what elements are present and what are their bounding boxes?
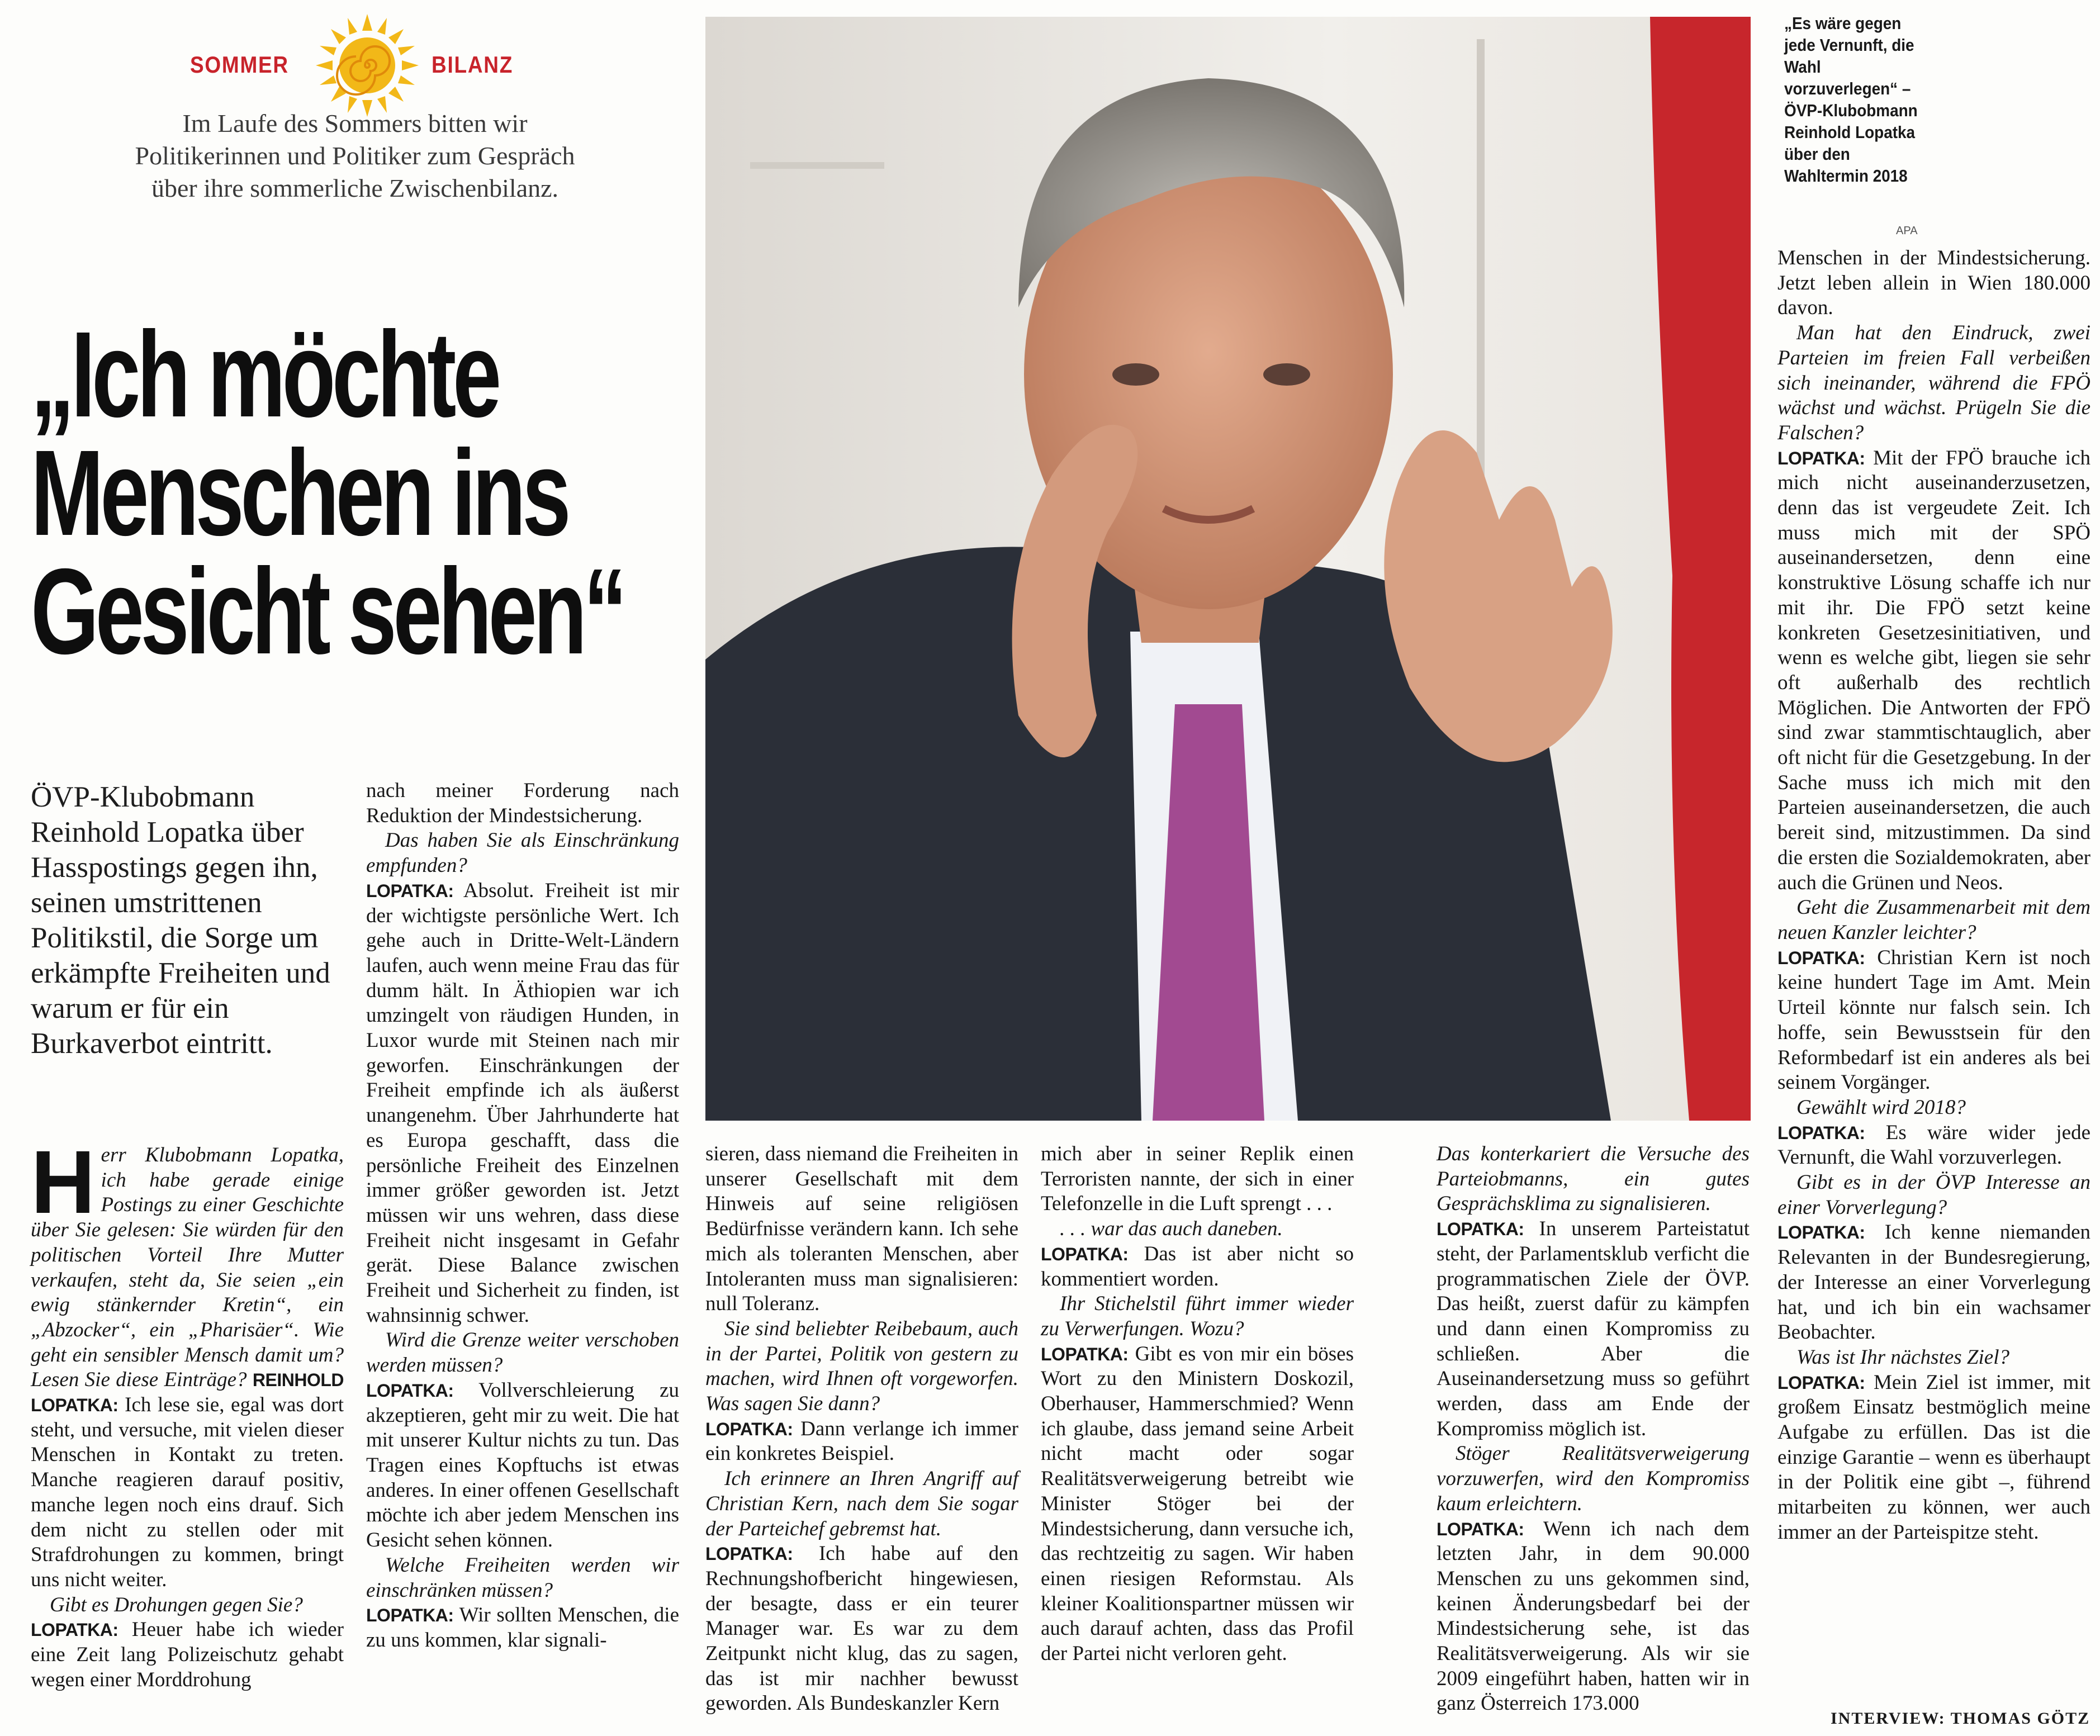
answer: Vollverschleierung zu akzeptieren, geht mir zu weit. Die hat mit unserer Kultur nichts zu tun. Das Tragen eines Kopftuchs ist etwas anderes. In einer offenen Gesellschaft möchte ich aber jedem Menschen ins Gesicht sehen können. bbox=[366, 1378, 679, 1552]
speaker-label: LOPATKA: bbox=[1777, 1222, 1865, 1243]
speaker-label: REINHOLD LOPATKA: bbox=[31, 1370, 344, 1416]
photo-caption: „Es wäre gegen jede Vernunft, die Wahl vorzuverlegen“ – ÖVP-Klubobmann Reinhold Lopatka über den Wahltermin 2018 bbox=[1784, 13, 1918, 186]
rubric-left-label: SOMMER bbox=[190, 51, 289, 78]
answer: Menschen in der Mindestsicherung. Jetzt leben allein in Wien 180.000 davon. bbox=[1777, 246, 2090, 320]
speaker-label: LOPATKA: bbox=[1437, 1219, 1524, 1240]
headline bbox=[31, 307, 624, 680]
speaker-label: LOPATKA: bbox=[1437, 1519, 1524, 1539]
question: Gibt es in der ÖVP Interesse an einer Vorverlegung? bbox=[1777, 1171, 2090, 1219]
answer: Christian Kern ist noch keine hundert Tage im Amt. Mein Urteil könnte nur falsch sein. Ich hoffe, sein Bewusstsein für den Reformbedarf ist ein anderes als bei seinem Vorgänger. bbox=[1777, 946, 2090, 1094]
rubric-intro: Im Laufe des Sommers bitten wir Politikerinnen und Politiker zum Gespräch über ihre sommerliche Zwischenbilanz. bbox=[135, 109, 575, 202]
answer: Es wäre wider jede Vernunft, die Wahl vorzuverlegen. bbox=[1777, 1121, 2090, 1169]
speaker-label: LOPATKA: bbox=[366, 880, 454, 901]
question: Gewählt wird 2018? bbox=[1796, 1095, 1966, 1119]
article-column-6 bbox=[1777, 246, 2090, 1545]
speaker-label: LOPATKA: bbox=[1777, 947, 1865, 968]
speaker-label: LOPATKA: bbox=[1777, 1372, 1865, 1393]
rubric-right-label: BILANZ bbox=[432, 51, 514, 78]
answer: nach meiner Forderung nach Reduktion der Mindestsicherung. bbox=[366, 779, 679, 827]
speaker-label: LOPATKA: bbox=[366, 1605, 454, 1626]
answer: In unserem Parteistatut steht, der Parlamentsklub verficht die programmatischen Ziele der ÖVP. Das heißt, zuerst dafür zu kämpfen und dann einen Kompromiss zu schließen. Aber die Auseinandersetzung muss so geführt werden, dass am Ende der Kompromiss möglich ist. bbox=[1437, 1217, 1750, 1440]
question: Stöger Realitätsverweigerung vorzuwerfen, wird den Kompromiss kaum erleichtern. bbox=[1437, 1442, 1750, 1515]
answer: Wir sollten Menschen, die zu uns kommen, klar signali- bbox=[366, 1604, 679, 1652]
article-column-1 bbox=[31, 1132, 344, 1692]
speaker-label: LOPATKA: bbox=[31, 1620, 118, 1640]
sun-spiral-icon bbox=[309, 12, 426, 118]
portrait-photo bbox=[705, 17, 1751, 1121]
answer: Ich lese sie, egal was dort steht, und versuche, mit vielen dieser Menschen in Kontakt zu treten. Manche reagieren darauf positiv, manche legen noch eins drauf. Sich dem nicht zu stellen oder mit Strafdrohungen zu kommen, bringt uns nicht weiter. bbox=[31, 1393, 344, 1591]
answer: mich aber in seiner Replik einen Terroristen nannte, der sich in einer Telefonzelle in die Luft sprengt . . . bbox=[1041, 1142, 1354, 1216]
speaker-label: LOPATKA: bbox=[1777, 1122, 1865, 1143]
lead-paragraph: ÖVP-Klubobmann Reinhold Lopatka über Hasspostings gegen ihn, seinen umstrittenen Politikstil, die Sorge um erkämpfte Freiheiten und warum er für ein Burkaverbot eintritt. bbox=[31, 781, 330, 1060]
answer: Ich kenne niemanden Relevanten in der Bundesregierung, der Interesse an einer Vorverlegung hat, und ich bin ein wachsamer Beobachter. bbox=[1777, 1221, 2090, 1344]
speaker-label: LOPATKA: bbox=[705, 1544, 793, 1564]
drop-cap: H bbox=[31, 1132, 96, 1232]
question: Geht die Zusammenarbeit mit dem neuen Kanzler leichter? bbox=[1777, 896, 2090, 944]
article-column-5 bbox=[1437, 1142, 1750, 1716]
answer: Heuer habe ich wieder eine Zeit lang Polizeischutz gehabt wegen einer Morddrohung bbox=[31, 1618, 344, 1691]
question: . . . war das auch daneben. bbox=[1060, 1217, 1283, 1241]
answer: Wenn ich nach dem letzten Jahr, in dem 90.000 Menschen zu uns gekommen sind, keinen Änderungsbedarf bei der Mindestsicherung sehe, ist das Realitätsverweigerung. Als wir sie 2009 eingeführt haben, hatten wir in ganz Österreich 173.000 bbox=[1437, 1517, 1750, 1715]
article-column-2 bbox=[366, 779, 679, 1653]
question: Ich erinnere an Ihren Angriff auf Christian Kern, nach dem Sie sogar der Parteichef gebremst hat. bbox=[705, 1467, 1018, 1540]
speaker-label: LOPATKA: bbox=[1777, 448, 1865, 468]
speaker-label: LOPATKA: bbox=[705, 1419, 793, 1439]
answer: Mein Ziel ist immer, mit großem Einsatz bestmöglich meine Aufgabe zu erfüllen. Das ist die einzige Garantie – wenn es überhaupt in der Politik eine gibt –, führend mitarbeiten zu können, wer auch immer an der Parteispitze steht. bbox=[1777, 1370, 2090, 1544]
photo-credit: APA bbox=[1896, 225, 1918, 237]
article-column-4 bbox=[1041, 1142, 1354, 1667]
answer: Ich habe auf den Rechnungshofbericht hingewiesen, der besagte, dass er ein teurer Manager war. Es war zu dem Zeitpunkt nicht klug, das zu sagen, das ist mir nachher bewusst geworden. Als Bundeskanzler Kern bbox=[705, 1542, 1018, 1715]
answer: Dann verlange ich immer ein konkretes Beispiel. bbox=[705, 1417, 1018, 1465]
answer: Das ist aber nicht so kommentiert worden. bbox=[1041, 1242, 1354, 1291]
question: Welche Freiheiten werden wir einschränken müssen? bbox=[366, 1553, 679, 1602]
speaker-label: LOPATKA: bbox=[1041, 1344, 1129, 1364]
headline-line-2: Menschen ins bbox=[31, 425, 568, 561]
question: Was ist Ihr nächstes Ziel? bbox=[1796, 1345, 2009, 1369]
question: Ihr Stichelstil führt immer wieder zu Verwerfungen. Wozu? bbox=[1041, 1292, 1354, 1340]
answer: Absolut. Freiheit ist mir der wichtigste persönliche Wert. Ich gehe auch in Dritte-Welt-Ländern laufen, auch wenn meine Frau das für dumm hält. In Äthiopien war ich umzingelt von räudigen Hunden, in Luxor wurde mit Steinen nach mir geworfen. Einschränkungen der Freiheit empfinde ich als äußerst unangenehm. Über Jahrhunderte hat es Europa geschafft, dass die persönliche Freiheit des Einzelnen immer größer geworden ist. Jetzt müssen wir uns wehren, dass diese Freiheit nicht insgesamt in Gefahr gerät. Diese Balance zwischen Freiheit und Sicherheit zu finden, ist wahnsinnig schwer. bbox=[366, 879, 679, 1327]
headline-line-1: „Ich möchte bbox=[31, 307, 498, 443]
question: Das haben Sie als Einschränkung empfunden? bbox=[366, 829, 679, 878]
question: Man hat den Eindruck, zwei Parteien im freien Fall verbeißen sich ineinander, während die FPÖ wächst und wächst. Prügeln Sie die Falschen? bbox=[1777, 321, 2090, 444]
speaker-label: LOPATKA: bbox=[366, 1380, 454, 1401]
article-column-3 bbox=[705, 1142, 1018, 1716]
question: Sie sind beliebter Reibebaum, auch in der Partei, Politik von gestern zu machen, wird Ihnen oft vorgeworfen. Was sagen Sie dann? bbox=[705, 1317, 1018, 1416]
question: err Klubobmann Lopatka, ich habe gerade einige Postings zu einer Geschichte über Sie gelesen: Sie würden für den politischen Vorteil Ihre Mutter verkaufen, steht da, Sie seien „ein ewig stänkernder Kretin“, ein „Abzocker“, ein „Pharisäer“. Wie geht ein sensibler Mensch damit um? Lesen Sie diese Einträge? bbox=[31, 1144, 344, 1392]
rubric-header bbox=[184, 12, 587, 113]
headline-line-3: Gesicht sehen“ bbox=[31, 544, 624, 680]
answer: Gibt es von mir ein böses Wort zu den Ministern Doskozil, Oberhauser, Hammerschmied? Wenn ich glaube, dass jemand seine Arbeit nicht macht oder sogar Realitätsverweigerung betreibt wie Minister Stöger bei der Mindestsicherung, dann versuche ich, das rechtzeitig zu sagen. Wir haben einen riesigen Reformstau. Als kleiner Koalitionspartner müssen wir auch darauf achten, dass das Profil der Partei nicht verloren geht. bbox=[1041, 1342, 1354, 1666]
question: Gibt es Drohungen gegen Sie? bbox=[50, 1593, 303, 1616]
answer: sieren, dass niemand die Freiheiten in unserer Gesellschaft mit dem Hinweis auf seine religiösen Bedürfnisse verändern kann. Ich sehe mich als toleranten Menschen, aber Intoleranten muss man signalisieren: null Toleranz. bbox=[705, 1142, 1018, 1316]
byline: INTERVIEW: THOMAS GÖTZ bbox=[1831, 1709, 2090, 1728]
speaker-label: LOPATKA: bbox=[1041, 1244, 1129, 1264]
question: Wird die Grenze weiter verschoben werden müssen? bbox=[366, 1329, 679, 1377]
question: Das konterkariert die Versuche des Parteiobmanns, ein gutes Gesprächsklima zu signalisieren. bbox=[1437, 1142, 1750, 1216]
answer: Mit der FPÖ brauche ich mich nicht auseinanderzusetzen, denn das ist vergeudete Zeit. Ich muss mich mit der SPÖ auseinandersetzen, denn eine konstruktive Lösung schaffe ich nur mit ihr. Die FPÖ setzt keine konkreten Gesetzesinitiativen, und wenn es welche gibt, liegen sie sehr oft außerhalb des rechtlich Möglichen. Die Antworten der FPÖ sind zwar stammtischtauglich, aber oft nicht für die Gesetzgebung. In der Sache muss ich mich mit den Parteien auseinandersetzen, die auch bereit sind, mitzustimmen. Da sind die ersten die Sozialdemokraten, aber auch die Grünen und Neos. bbox=[1777, 446, 2090, 894]
